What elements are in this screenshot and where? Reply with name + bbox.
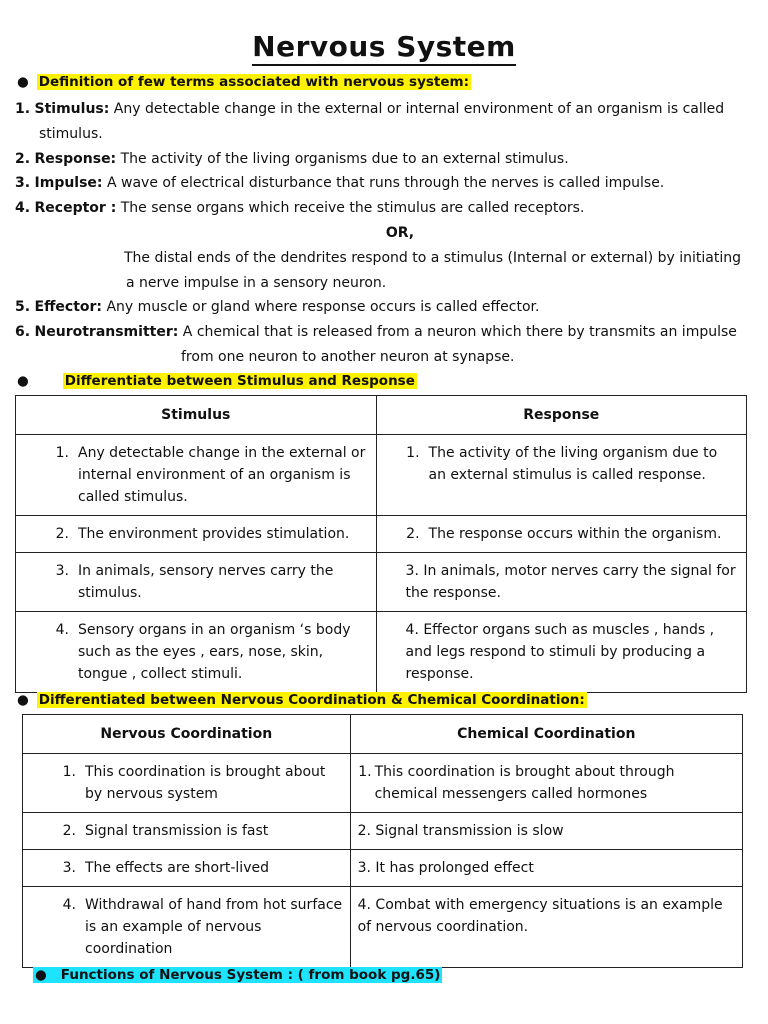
definition-effector: 5. Effector: Any muscle or gland where response occurs is called effector. [15,299,540,316]
column-header-chemical: Chemical Coordination [350,715,742,754]
definition-neurotransmitter: 6. Neurotransmitter: A chemical that is released from a neuron which there by transmits an impulse [15,324,737,341]
table-header-row [23,715,743,754]
section-heading-stimulus-response: ● Differentiate between Stimulus and Response [17,373,415,389]
table-row: 1. Any detectable change in the external or internal environment of an organism is called stimulus. 1. The activity of the living organism due to an external stimulus is called response. [16,435,747,516]
table-cell: 4. Effector organs such as muscles , hands , and legs respond to stimuli by producing a response. [405,622,715,682]
bullet-icon: ● [17,373,29,389]
table-cell: The environment provides stimulation. [78,526,350,542]
section-heading-functions: ● Functions of Nervous System : ( from book pg.65) [35,967,441,983]
table-cell: This coordination is brought about by nervous system [85,764,326,802]
definition-impulse: 3. Impulse: A wave of electrical disturbance that runs through the nerves is called impulse. [15,175,665,192]
bullet-icon: ● [17,692,29,708]
table-cell: Signal transmission is fast [85,823,269,839]
table-cell: In animals, sensory nerves carry the stimulus. [78,563,334,601]
table-cell: 3. In animals, motor nerves carry the signal for the response. [405,563,736,601]
table-cell: The activity of the living organism due to an external stimulus is called response. [428,445,718,483]
stimulus-response-table [15,395,747,693]
column-header-response: Response [376,396,746,435]
table-cell: The response occurs within the organism. [428,526,722,542]
definition-response: 2. Response: The activity of the living organisms due to an external stimulus. [15,150,569,167]
column-header-stimulus: Stimulus [16,396,377,435]
table-header-row [16,396,747,435]
coordination-table [22,714,743,968]
definition-receptor-alt-line1: The distal ends of the dendrites respond to a stimulus (Internal or external) by initiating [124,249,741,266]
table-cell: This coordination is brought about through chemical messengers called hormones [374,764,675,802]
table-cell: Any detectable change in the external or internal environment of an organism is called stimulus. [78,445,366,505]
table-row: 4. Withdrawal of hand from hot surface is an example of nervous coordination 4. Combat with emergency situations is an example of nervous coordination. [23,887,743,968]
definitions-list [15,97,760,370]
table-row: 3. In animals, sensory nerves carry the stimulus. 3. In animals, motor nerves carry the signal for the response. [16,553,747,612]
table-row: 1. This coordination is brought about by nervous system 1. This coordination is brought about through chemical messengers called hormones [23,754,743,813]
or-label: OR, [385,224,415,241]
table-row: 3. The effects are short-lived 3. It has prolonged effect [23,850,743,887]
table-row: 2. The environment provides stimulation. 2. The response occurs within the organism. [16,516,747,553]
column-header-nervous: Nervous Coordination [23,715,351,754]
table-row: 4. Sensory organs in an organism ‘s body such as the eyes , ears, nose, skin, tongue , collect stimuli. 4. Effector organs such as muscles , hands , and legs respond to stimuli by producing a response. [16,612,747,693]
table-cell: Withdrawal of hand from hot surface is an example of nervous coordination [85,897,343,957]
table-cell: Sensory organs in an organism ‘s body such as the eyes , ears, nose, skin, tongue , collect stimuli. [78,622,351,682]
table-cell: 2. Signal transmission is slow [357,823,564,839]
table-row: 2. Signal transmission is fast 2. Signal transmission is slow [23,813,743,850]
definition-receptor: 4. Receptor : The sense organs which receive the stimulus are called receptors. [15,200,585,217]
definition-stimulus-cont: stimulus. [39,125,103,142]
table-cell: The effects are short-lived [85,860,269,876]
bullet-icon: ● [17,74,29,90]
bullet-icon: ● [35,967,47,983]
section-heading-coordination: ● Differentiated between Nervous Coordination & Chemical Coordination: [17,692,585,708]
definition-receptor-alt-line2: a nerve impulse in a sensory neuron. [126,274,387,291]
section-heading-definitions: ● Definition of few terms associated with nervous system: [17,74,469,90]
definition-neurotransmitter-cont: from one neuron to another neuron at synapse. [181,348,515,365]
definition-stimulus: 1. Stimulus: Any detectable change in the external or internal environment of an organism is called [15,101,725,117]
page-title: Nervous System [0,30,768,63]
table-cell: 3. It has prolonged effect [357,860,534,876]
table-cell: 4. Combat with emergency situations is an example of nervous coordination. [357,897,723,935]
